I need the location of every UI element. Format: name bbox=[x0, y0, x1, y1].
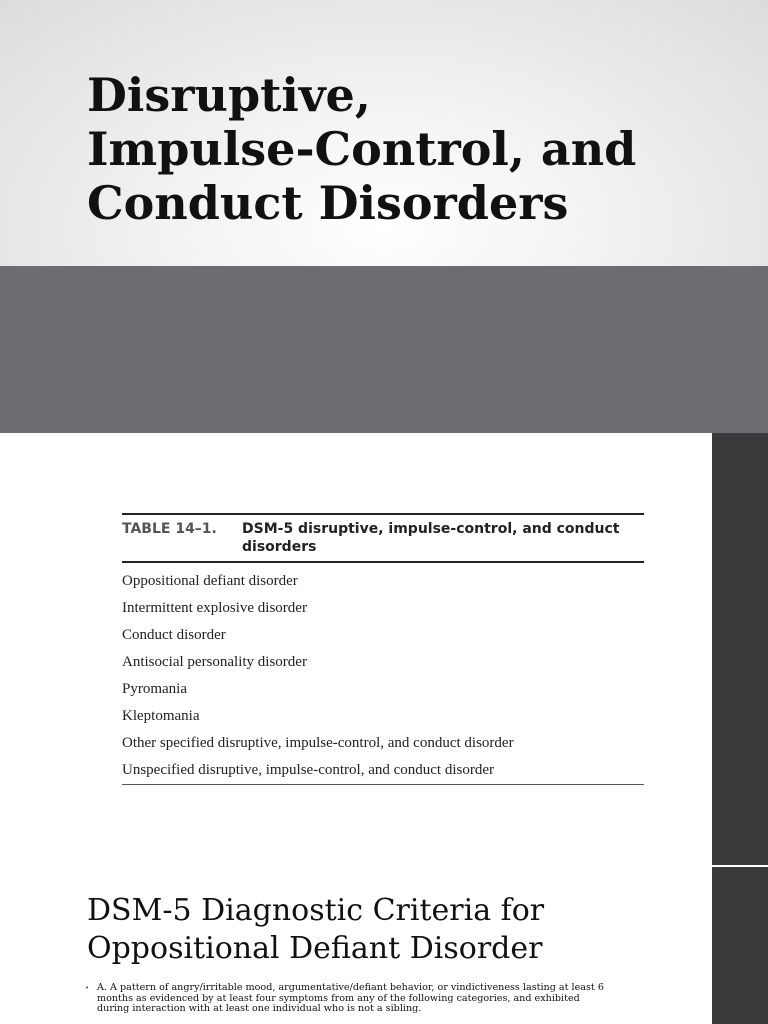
criteria-slide-title bbox=[87, 892, 544, 968]
slide-sidebar bbox=[712, 433, 768, 865]
table-title: DSM-5 disruptive, impulse-control, and conduct disorders bbox=[242, 521, 620, 555]
table-row: Oppositional defiant disorder bbox=[122, 573, 298, 589]
table-row: Other specified disruptive, impulse-control, and conduct disorder bbox=[122, 735, 514, 751]
title-slide-band bbox=[0, 266, 768, 433]
slide-title bbox=[87, 68, 727, 230]
title-slide bbox=[0, 0, 768, 433]
table-number: TABLE 14–1. bbox=[122, 521, 217, 537]
table-row: Conduct disorder bbox=[122, 627, 226, 643]
slide-title-line-1: Disruptive, bbox=[87, 68, 371, 122]
table-body bbox=[122, 563, 644, 784]
criteria-title-line-2: Oppositional Defiant Disorder bbox=[87, 931, 543, 966]
table-row: Pyromania bbox=[122, 681, 187, 697]
slide-sidebar bbox=[712, 867, 768, 1024]
slide-title-line-2: Impulse-Control, and bbox=[87, 122, 637, 176]
criteria-bullet bbox=[85, 983, 605, 1015]
slide-title-line-3: Conduct Disorders bbox=[87, 176, 569, 230]
table-bottom-rule bbox=[122, 784, 644, 785]
table-row: Intermittent explosive disorder bbox=[122, 600, 307, 616]
bullet-text: A. A pattern of angry/irritable mood, argumentative/defiant behavior, or vindictiveness lasting at least 6 months as evidenced by at least four symptoms from any of the following categories, and exhibited during interaction with at least one individual who is not a sibling. bbox=[97, 982, 604, 1014]
disorders-table bbox=[122, 513, 644, 785]
bullet-marker: • bbox=[85, 984, 90, 992]
table-row: Kleptomania bbox=[122, 708, 200, 724]
table-row: Antisocial personality disorder bbox=[122, 654, 307, 670]
criteria-title-line-1: DSM-5 Diagnostic Criteria for bbox=[87, 893, 545, 928]
table-row: Unspecified disruptive, impulse-control, and conduct disorder bbox=[122, 762, 494, 778]
table-header bbox=[122, 515, 644, 561]
